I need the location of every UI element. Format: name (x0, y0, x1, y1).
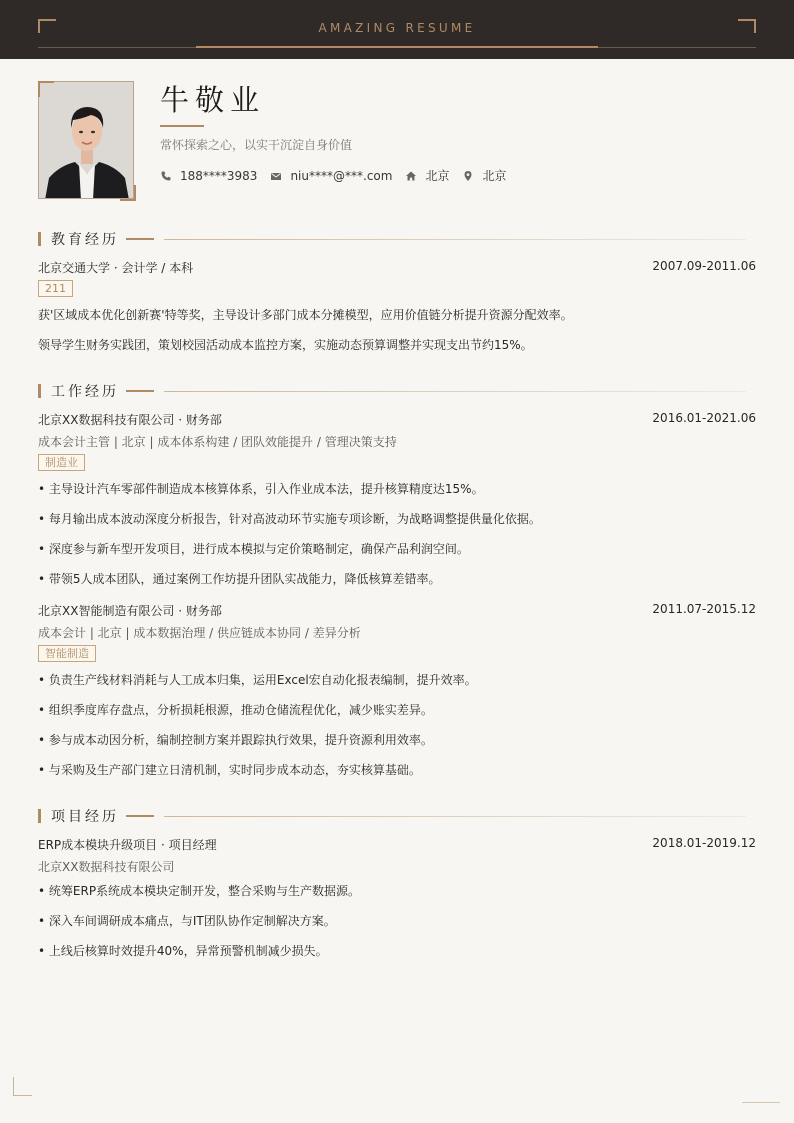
section-bar (38, 384, 41, 398)
contact-list (160, 167, 519, 184)
project-entry-header (38, 836, 756, 853)
header-title: AMAZING RESUME (318, 21, 476, 35)
footer-line (742, 1102, 780, 1103)
project-name: ERP成本模块升级项目 · 项目经理 (38, 838, 217, 852)
work-bullet: • 带领5人成本团队，通过案例工作坊提升团队实战能力，降低核算差错率。 (38, 572, 441, 586)
work-company: 北京XX数据科技有限公司 · 财务部 (38, 413, 222, 427)
mail-icon (270, 170, 282, 182)
profile-name: 牛敬业 (160, 83, 266, 117)
education-detail: 获'区域成本优化创新赛'特等奖，主导设计多部门成本分摊模型，应用价值链分析提升资源分配效率。 (38, 308, 573, 322)
contact-location-text: 北京 (482, 169, 507, 183)
section-education (38, 231, 756, 247)
section-work (38, 383, 756, 399)
project-bullet: • 上线后核算时效提升40%，异常预警机制减少损失。 (38, 944, 328, 958)
education-entry (38, 259, 756, 276)
education-tag: 211 (38, 280, 73, 297)
project-period: 2018.01-2019.12 (652, 836, 756, 850)
section-bar (38, 232, 41, 246)
work-bullet: • 负责生产线材料消耗与人工成本归集，运用Excel宏自动化报表编制，提升效率。 (38, 673, 477, 687)
work-entry-header (38, 411, 756, 428)
work-tag: 制造业 (38, 454, 85, 471)
name-underline (160, 125, 204, 127)
section-title-projects: 项目经历 (51, 809, 119, 825)
contact-home-text: 北京 (425, 169, 450, 183)
education-school: 北京交通大学 · 会计学 / 本科 (38, 261, 194, 275)
phone-icon (160, 170, 172, 182)
work-subtitle: 成本会计 | 北京 | 成本数据治理 / 供应链成本协同 / 差异分析 (38, 626, 361, 640)
work-bullet: • 主导设计汽车零部件制造成本核算体系，引入作业成本法，提升核算精度达15%。 (38, 482, 484, 496)
education-detail: 领导学生财务实践团，策划校园活动成本监控方案，实施动态预算调整并实现支出节约15%。 (38, 338, 533, 352)
footer-corner (13, 1077, 32, 1096)
contact-phone-text: 188****3983 (180, 168, 258, 183)
work-entry-header (38, 602, 756, 619)
project-bullet: • 统筹ERP系统成本模块定制开发，整合采购与生产数据源。 (38, 884, 361, 898)
section-projects (38, 808, 756, 824)
work-bullet: • 深度参与新车型开发项目，进行成本模拟与定价策略制定，确保产品利润空间。 (38, 542, 469, 556)
work-tag: 智能制造 (38, 645, 96, 662)
education-period: 2007.09-2011.06 (652, 259, 756, 273)
contact-phone[interactable] (160, 169, 257, 183)
section-rule (164, 391, 746, 392)
profile-photo (38, 81, 134, 199)
work-period: 2016.01-2021.06 (652, 411, 756, 425)
profile-tagline: 常怀探索之心，以实干沉淀自身价值 (160, 138, 353, 152)
work-company: 北京XX智能制造有限公司 · 财务部 (38, 604, 222, 618)
work-period: 2011.07-2015.12 (652, 602, 756, 616)
contact-email[interactable] (270, 169, 392, 183)
work-bullet: • 与采购及生产部门建立日清机制，实时同步成本动态，夯实核算基础。 (38, 763, 421, 777)
contact-location (462, 167, 506, 184)
home-icon (405, 170, 417, 182)
portrait-image (39, 82, 134, 199)
photo-corner-top-left (38, 81, 54, 97)
section-dash (126, 390, 154, 392)
section-dash (126, 238, 154, 240)
section-title-work: 工作经历 (51, 384, 119, 400)
section-dash (126, 815, 154, 817)
section-title-education: 教育经历 (51, 232, 119, 248)
work-bullet: • 每月输出成本波动深度分析报告，针对高波动环节实施专项诊断，为战略调整提供量化依据。 (38, 512, 541, 526)
section-bar (38, 809, 41, 823)
contact-home (405, 167, 449, 184)
location-pin-icon (462, 170, 474, 182)
project-company: 北京XX数据科技有限公司 (38, 860, 175, 874)
project-bullet: • 深入车间调研成本痛点，与IT团队协作定制解决方案。 (38, 914, 336, 928)
work-subtitle: 成本会计主管 | 北京 | 成本体系构建 / 团队效能提升 / 管理决策支持 (38, 435, 397, 449)
contact-email-text: niu****@***.com (290, 168, 393, 183)
header-divider-accent (196, 46, 598, 48)
section-rule (164, 239, 746, 240)
work-bullet: • 参与成本动因分析，编制控制方案并跟踪执行效果，提升资源利用效率。 (38, 733, 433, 747)
work-bullet: • 组织季度库存盘点，分析损耗根源，推动仓储流程优化，减少账实差异。 (38, 703, 433, 717)
photo-corner-bottom-right (120, 185, 136, 201)
section-rule (164, 816, 746, 817)
